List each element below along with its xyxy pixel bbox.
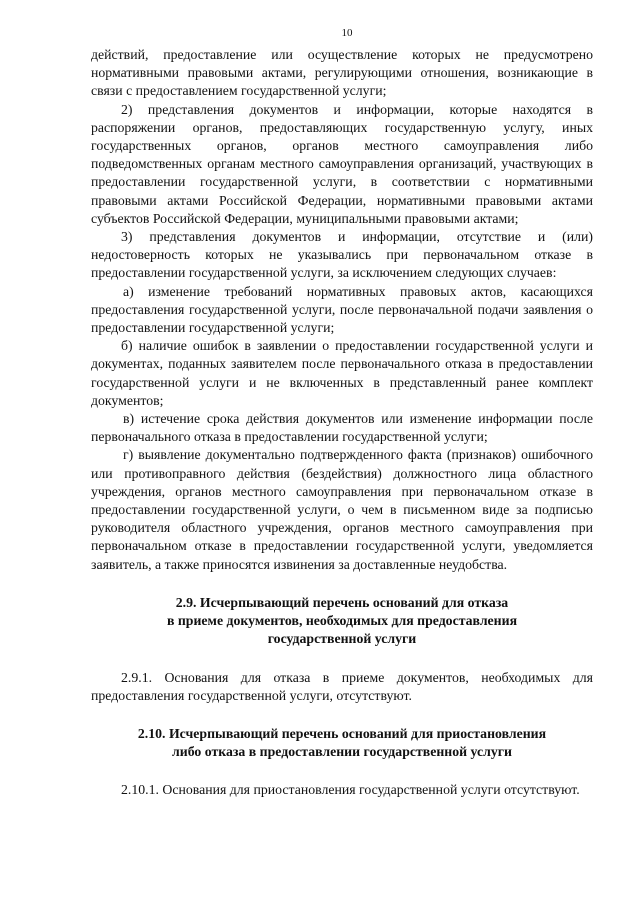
paragraph-continuation: действий, предоставление или осуществление которых не предусмотрено нормативными правовыми актами, регулирующими отношения, возникающие в связи с предоставлением государственной услуги; — [91, 47, 593, 99]
spacer — [91, 574, 593, 594]
section-heading-2-9 — [91, 594, 593, 649]
section-heading-2-10 — [91, 725, 593, 761]
page-number: 10 — [341, 27, 353, 39]
heading-line: государственной услуги — [267, 631, 417, 647]
paragraph-item-2: 2) представления документов и информации, которые находятся в распоряжении органов, предоставляющих государственную услугу, иных государственных органов, органов местного самоуправления либо подведомственных органам местного самоуправления организаций, участвующих в предоставлении государственной услуги, в соответствии с нормативными правовыми актами Российской Федерации, нормативными правовыми актами субъектов Российской Федерации, муниципальными правовыми актами; — [91, 101, 593, 226]
paragraph-2-10-1: 2.10.1. Основания для приостановления государственной услуги отсутствуют. — [121, 782, 580, 798]
paragraph-subitem-a: а) изменение требований нормативных правовых актов, касающихся предоставления государственной услуги, после первоначальной подачи заявления о предоставлении государственной услуги; — [91, 283, 593, 336]
spacer — [91, 705, 593, 725]
heading-line: либо отказа в предоставлении государственной услуги — [172, 744, 512, 760]
paragraph-item-3: 3) представления документов и информации, отсутствие и (или) недостоверность которых не указывались при первоначальном отказе в предоставлении государственной услуги, за исключением следующих случаев: — [91, 229, 593, 281]
paragraph-2-9-1: 2.9.1. Основания для отказа в приеме документов, необходимых для предоставления государственной услуги, отсутствуют. — [91, 669, 593, 703]
paragraph-subitem-v: в) истечение срока действия документов или изменение информации после первоначального отказа в предоставлении государственной услуги; — [91, 411, 593, 445]
heading-line: 2.10. Исчерпывающий перечень оснований для приостановления — [137, 725, 547, 741]
heading-line: в приеме документов, необходимых для предоставления — [166, 613, 518, 629]
paragraph-subitem-b: б) наличие ошибок в заявлении о предоставлении государственной услуги и документах, поданных заявителем после первоначального отказа в предоставлении государственной услуги и не включенных в представленный ранее комплект документов; — [91, 338, 593, 408]
paragraph-subitem-g: г) выявление документально подтвержденного факта (признаков) ошибочного или противоправного действия (бездействия) должностного лица областного учреждения, органов местного самоуправления при первоначальном отказе в предоставлении государственной услуги, о чем в письменном виде за подписью руководителя областного учреждения, органов местного самоуправления при первоначальном отказе в предоставлении государственной услуги, уведомляется заявитель, а также приносятся извинения за доставленные неудобства. — [91, 447, 593, 572]
spacer — [91, 761, 593, 781]
heading-line: 2.9. Исчерпывающий перечень оснований для отказа — [175, 594, 509, 610]
spacer — [91, 649, 593, 669]
